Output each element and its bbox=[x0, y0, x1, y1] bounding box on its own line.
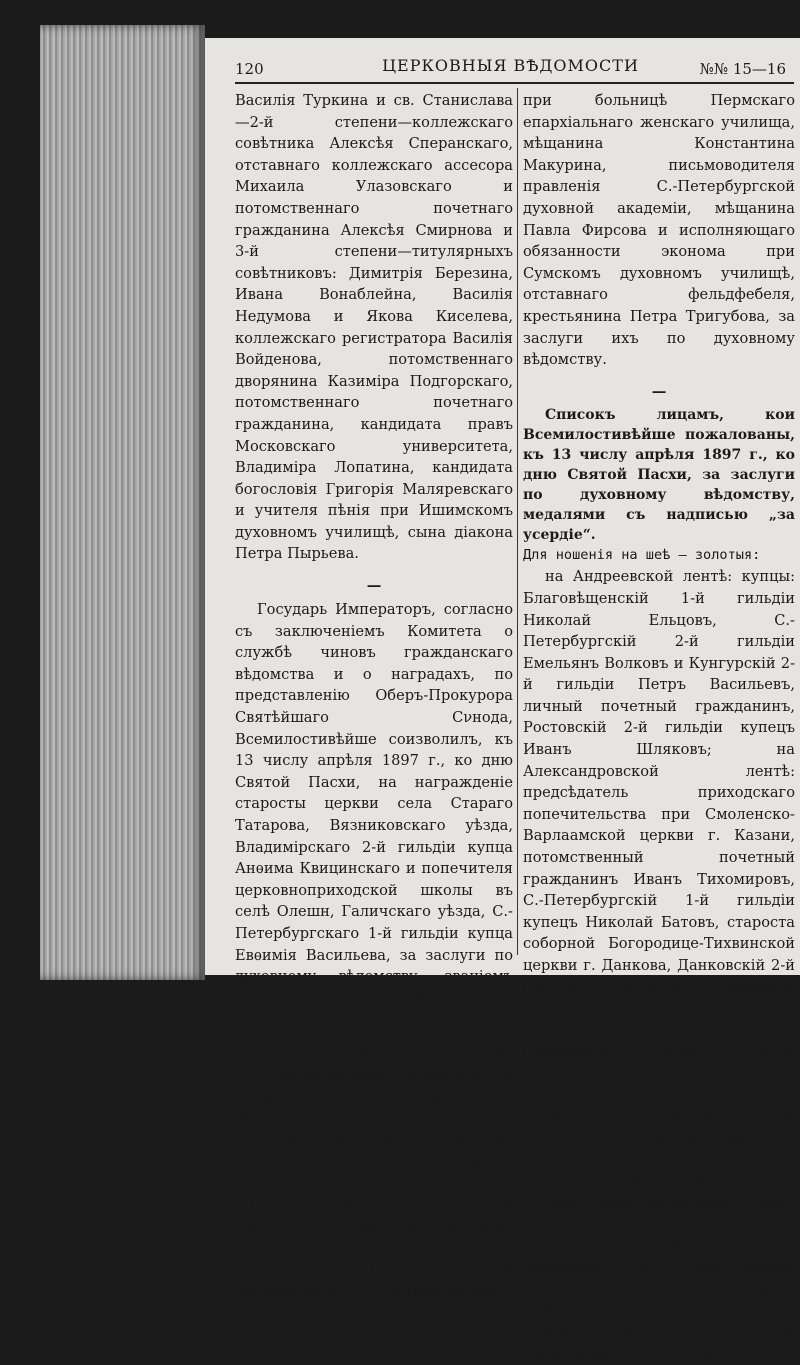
section-divider: — bbox=[366, 577, 382, 595]
page-number: 120 bbox=[235, 60, 264, 78]
book-page-edges bbox=[40, 25, 205, 980]
decree-paragraph-2: Государь Императоръ, согласно съ заключеніемъ Комитета о службѣ чиновъ гражданскаго вѣдомства и о наградахъ, по представленію Оберъ-Прокурора Святѣйшаго Сνнода, Всемилостивѣйше соизволилъ, къ 13 апрѣля 1897 г., ко дню Святой Пасхи, на награжденіе званіемъ личнаго почетнаго гражданина: курьера при Канцеляріи митрополита С.-Петербургскаго, мѣщанина Павла Абрамова, фельдшера bbox=[235, 1045, 513, 1344]
decree-paragraph-2-continuation: при больницѣ Пермскаго епархіальнаго женскаго училища, мѣщанина Константина Макурина, письмоводителя правленія С.-Петербургской духовной академіи, мѣщанина Павла Фирсова и исполняющаго обязанности эконома при Сумскомъ духовномъ училищѣ, отставнаго фельдфебеля, крестьянина Петра Тригубова, за заслуги ихъ по духовному вѣдомству. bbox=[523, 92, 795, 369]
page-header bbox=[235, 56, 786, 82]
medal-list-heading: Списокъ лицамъ, кои Всемилостивѣйше пожалованы, къ 13 числу апрѣля 1897 г., ко дню Святой Пасхи, за заслуги по духовному вѣдомству, медалями съ надписью „за усердіе“. bbox=[523, 406, 795, 543]
column-divider bbox=[517, 88, 518, 955]
decree-paragraph-1: Государь Императоръ, согласно съ заключеніемъ Комитета о службѣ чиновъ гражданскаго вѣдомства и о наградахъ, по представленію Оберъ-Прокурора Святѣйшаго Сνнода, Всемилостивѣйше соизволилъ, къ 13 числу апрѣля 1897 г., ко дню Святой Пасхи, на награжденіе старосты церкви села Стараго Татарова, Вязниковскаго уѣзда, Владимірскаго 2-й гильдіи купца Анѳима Квицинскаго и попечителя церковноприходской школы въ селѣ Олешн, Галичскаго уѣзда, С.-Петербургскаго 1-й гильдіи купца Евѳимія Васильева, за заслуги по духовному вѣдомству, званіемъ личнаго почетнаго гражданина. bbox=[235, 601, 513, 1007]
medal-recipients: на Андреевской лентѣ: купцы: Благовѣщенскій 1-й гильдіи Николай Ельцовъ, С.-Петербургскій 2-й гильдіи Емельянъ Волковъ и Кунгурскій 2-й гильдіи Петръ Васильевъ, личный почетный гражданинъ, Ростовскій 2-й гильдіи купецъ Иванъ Шляковъ; на Александровской лентѣ: предсѣдатель приходскаго попечительства при Смоленско-Варлаамской церкви г. Казани, потомственный почетный гражданинъ Иванъ Тихомировъ, С.-Петербургскій 1-й гильдіи купецъ Николай Батовъ, староста соборной Богородице-Тихвинской церкви г. Данкова, Данковскій 2-й гильдіи купецъ Михаилъ Лебедевъ; на Владимірской лентѣ: крестьянинъ Прилуцкаго прихода, Онежскаго уѣзда, Петръ Лазаревъ; старосты церквей: Кіево-Печерской Ольгинской, Кіевскій 2-й гильдіи купецъ Степанъ Порохняковъ, Ивинской, Петрозаводскаго уѣзда, Петрозаводскій 2-й гильдіи купецъ Иванъ Фершуковъ, Свято-Троицкой г. Оренбурга, 1-й гильдіи купеческій сынъ Иванъ Зарывновъ и Николаевской посадской бывшаго города Добраго, Лебедянскаго уѣзда, потомственный почетный гражданинъ Александръ bbox=[523, 568, 795, 1363]
section-divider: — bbox=[366, 1021, 382, 1039]
document-page bbox=[205, 38, 800, 1363]
issue-number: №№ 15—16 bbox=[699, 60, 786, 78]
award-list-continuation: Василія Туркина и св. Станислава—2-й степени—коллежскаго совѣтника Алексѣя Сперанскаго, отставнаго коллежскаго ассесора Михаила Улазовскаго и потомственнаго почетнаго гражданина Алексѣя Смирнова и 3-й степени—титулярныхъ совѣтниковъ: Димитрія Березина, Ивана Вонаблейна, Василія Недумова и Якова Киселева, коллежскаго регистратора Василія Войденова, потомственнаго дворянина Казиміра Подгорскаго, потомственнаго почетнаго гражданина, кандидата правъ Московскаго университета, Владиміра Лопатина, кандидата богословія Григорія Маляревскаго и учителя пѣнія при Ишимскомъ духовномъ училищѣ, сына діакона Петра Пырьева. bbox=[235, 92, 513, 563]
left-column bbox=[235, 90, 513, 1344]
header-rule bbox=[235, 82, 794, 84]
journal-title: ЦЕРКОВНЫЯ ВѢДОМОСТИ bbox=[382, 56, 639, 75]
right-column bbox=[523, 90, 795, 1363]
medal-section-label: Для ношенія на шеѣ — золотыя: bbox=[523, 546, 761, 563]
section-divider: — bbox=[651, 382, 667, 400]
